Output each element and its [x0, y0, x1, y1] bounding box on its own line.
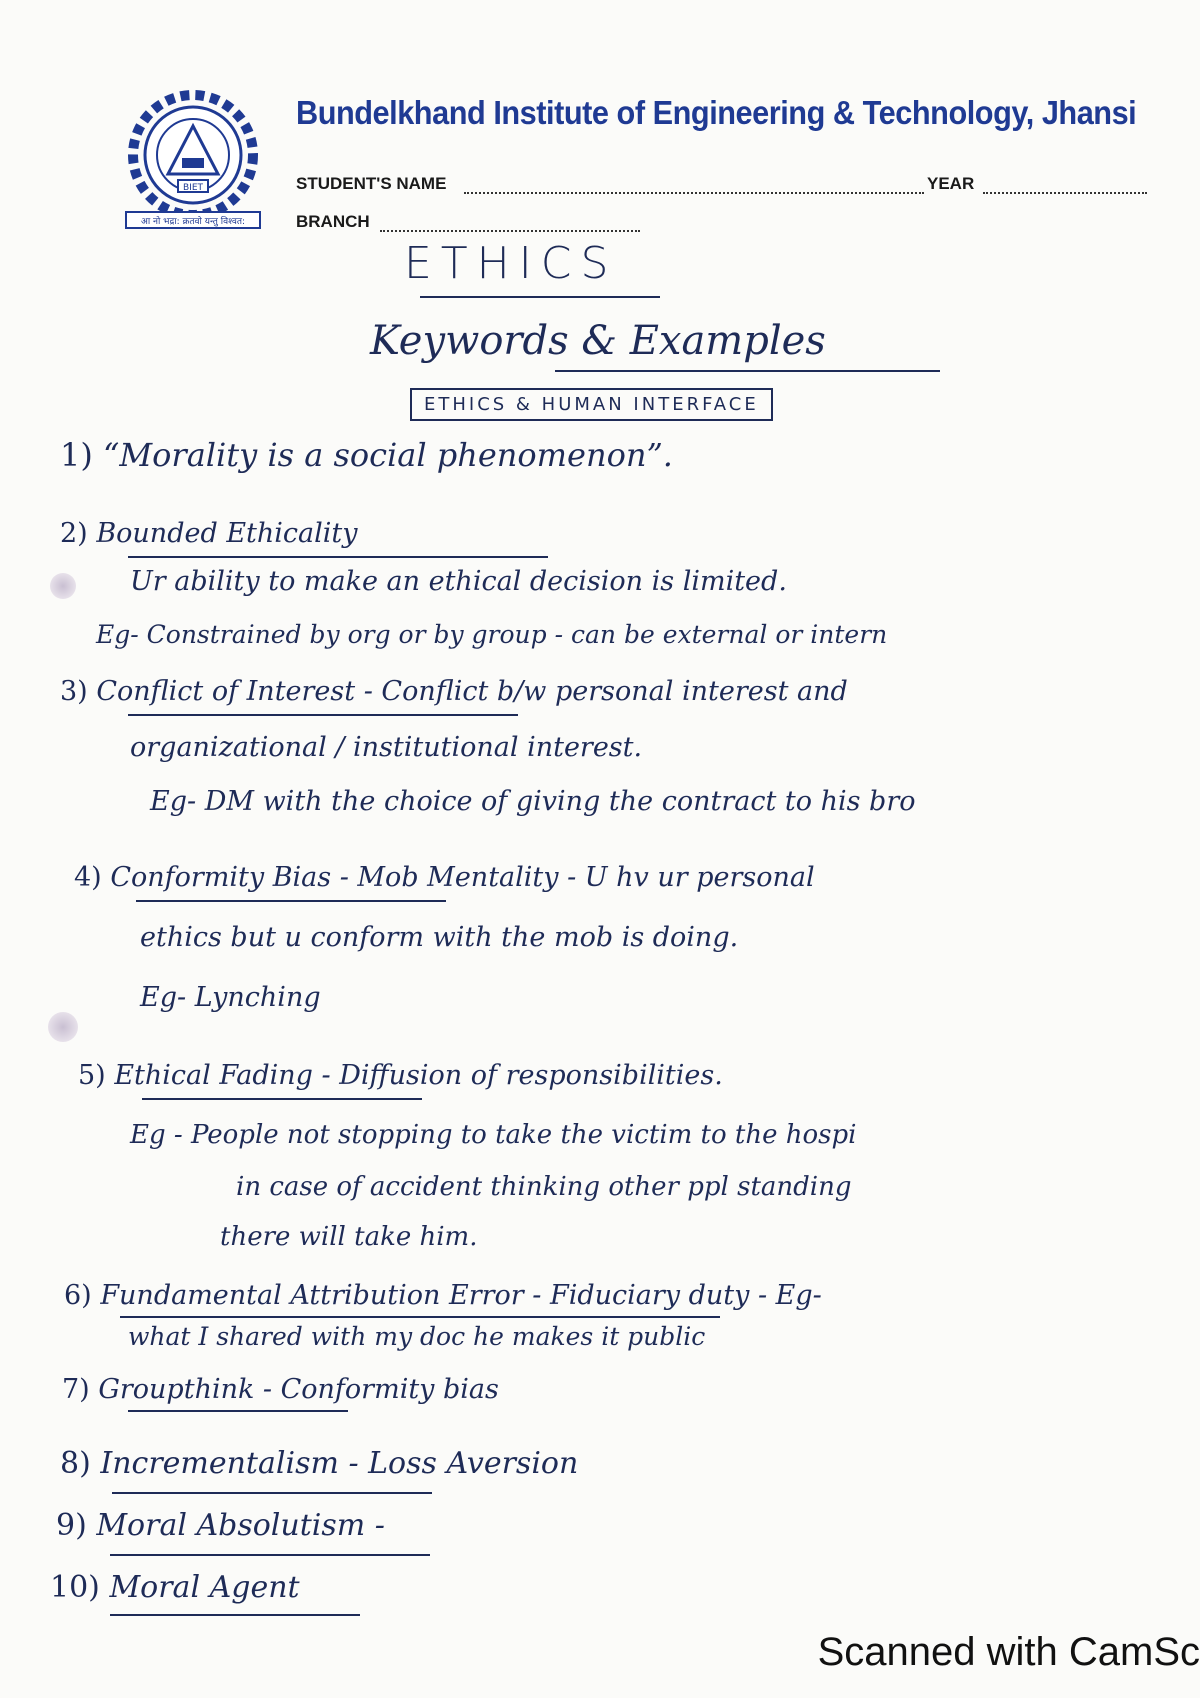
title-underline — [420, 296, 660, 298]
term-underline — [110, 1614, 360, 1616]
term-underline — [136, 900, 446, 902]
item-rest: - Loss Aversion — [338, 1446, 579, 1481]
item-1 — [60, 436, 673, 474]
item-number: 7) — [62, 1374, 90, 1405]
item-number: 10) — [50, 1570, 100, 1605]
term-underline — [110, 1554, 430, 1556]
institute-title: Bundelkhand Institute of Engineering & Technology, Jhansi — [296, 94, 1137, 131]
scanner-watermark: Scanned with CamSc — [817, 1630, 1200, 1674]
item-rest: - Mob Mentality - U hv ur personal — [331, 862, 815, 893]
institute-logo — [118, 90, 268, 250]
item-number: 3) — [60, 676, 88, 707]
item-text: “Morality is a social phenomenon”. — [103, 436, 673, 474]
item-rest: - Conflict b/w personal interest and — [355, 676, 848, 707]
branch-line — [380, 230, 640, 232]
item-term: Conformity Bias — [110, 862, 332, 893]
item-term: Conflict of Interest — [96, 676, 356, 707]
item-number: 2) — [60, 518, 88, 549]
section-box-label: ETHICS & HUMAN INTERFACE — [410, 388, 773, 421]
item-number: 9) — [56, 1508, 87, 1543]
term-underline — [128, 1410, 348, 1412]
branch-label: BRANCH — [296, 212, 370, 231]
term-underline — [128, 714, 518, 716]
item-number: 8) — [60, 1446, 91, 1481]
item-number: 1) — [60, 436, 93, 474]
item-6-line-1: what I shared with my doc he makes it public — [128, 1322, 706, 1351]
item-3-line-2: Eg- DM with the choice of giving the contract to his bro — [150, 786, 916, 817]
term-underline — [142, 1098, 422, 1100]
item-2-line-1: Ur ability to make an ethical decision is limited. — [130, 566, 787, 597]
item-10 — [50, 1570, 300, 1605]
year-label: YEAR — [927, 174, 975, 193]
item-term: Ethical Fading — [114, 1060, 313, 1091]
item-number: 6) — [64, 1280, 92, 1311]
item-term: Fundamental Attribution Error — [100, 1280, 524, 1311]
term-underline — [128, 556, 548, 558]
item-rest: - Fiduciary duty - Eg- — [523, 1280, 822, 1311]
term-underline — [120, 1316, 720, 1318]
item-rest: - — [365, 1508, 385, 1543]
item-term: Moral Agent — [109, 1570, 300, 1605]
item-5-line-1: Eg - People not stopping to take the victim to the hospi — [130, 1120, 857, 1150]
logo-text: BIET — [182, 183, 204, 193]
item-7 — [62, 1374, 499, 1405]
item-5-line-3: there will take him. — [220, 1222, 478, 1252]
item-3 — [60, 676, 848, 707]
notes-subtitle: Keywords & Examples — [370, 318, 826, 364]
item-5 — [78, 1060, 723, 1091]
item-term: Moral Absolutism — [96, 1508, 366, 1543]
item-8 — [60, 1446, 578, 1481]
notes-title: ETHICS — [404, 238, 618, 289]
item-5-line-2: in case of accident thinking other ppl standing — [236, 1172, 852, 1202]
item-2-line-2: Eg- Constrained by org or by group - can be external or intern — [96, 620, 888, 649]
student-name-line — [464, 192, 924, 194]
item-4-line-2: Eg- Lynching — [140, 982, 321, 1013]
item-4-line-1: ethics but u conform with the mob is doing. — [140, 922, 739, 953]
subtitle-underline — [555, 370, 940, 372]
logo-motto: आ नो भद्रा: क्रतवो यन्तु विश्वत: — [140, 217, 246, 227]
item-4 — [74, 862, 815, 893]
item-rest: - Diffusion of responsibilities. — [312, 1060, 723, 1091]
punch-hole-mark — [50, 573, 76, 599]
item-term: Groupthink — [98, 1374, 255, 1405]
term-underline — [112, 1492, 432, 1494]
item-3-line-1: organizational / institutional interest. — [130, 732, 643, 763]
item-2 — [60, 518, 358, 549]
item-number: 4) — [74, 862, 102, 893]
item-rest: - Conformity bias — [254, 1374, 499, 1405]
item-9 — [56, 1508, 385, 1543]
item-term: Bounded Ethicality — [96, 518, 358, 549]
punch-hole-mark — [48, 1012, 78, 1042]
item-number: 5) — [78, 1060, 106, 1091]
student-name-label: STUDENT'S NAME — [296, 174, 447, 193]
item-6 — [64, 1280, 822, 1311]
year-line — [983, 192, 1147, 194]
item-term: Incrementalism — [100, 1446, 339, 1481]
